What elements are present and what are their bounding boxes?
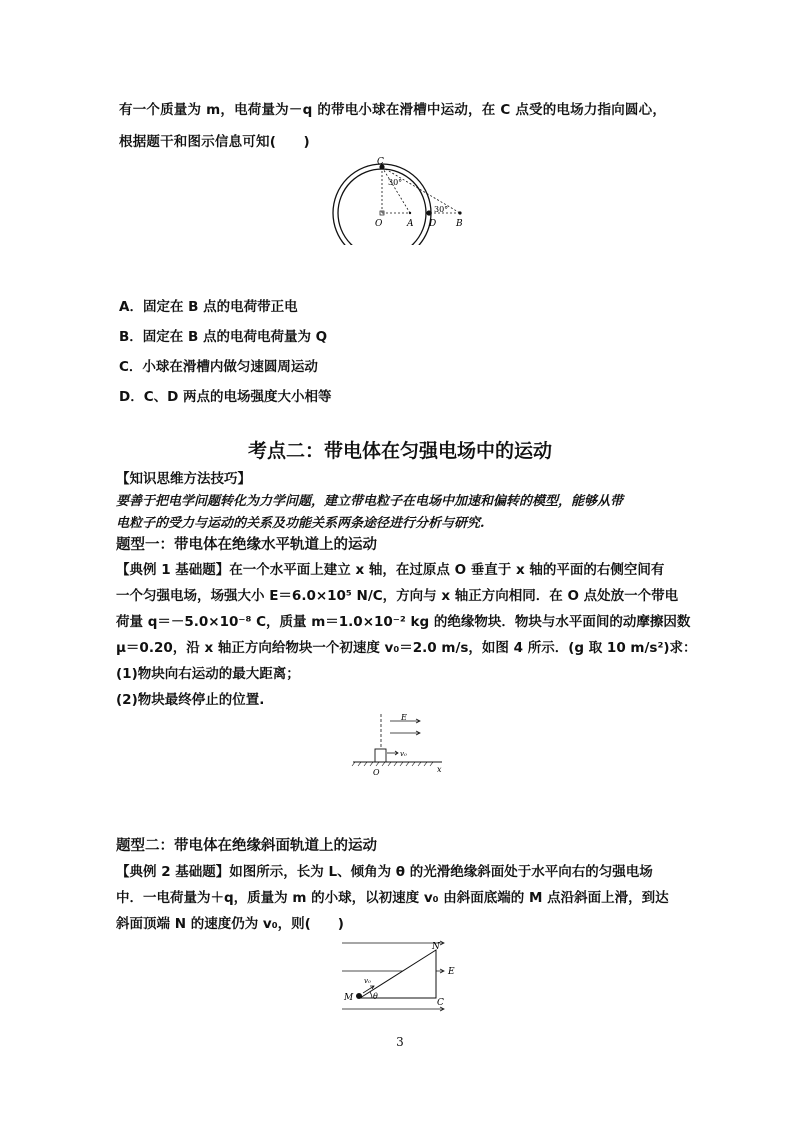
label-v0-3: v₀ [364, 977, 371, 985]
label-v0: v₀ [400, 750, 407, 758]
label-c3: C [437, 998, 444, 1008]
method-line-2: 电粒子的受力与运动的关系及功能关系两条途径进行分析与研究. [116, 516, 485, 531]
label-c: C [377, 157, 384, 167]
label-e: E [401, 713, 407, 722]
question-intro-line-2: 根据题干和图示信息可知( ) [119, 134, 310, 150]
method-line-1: 要善于把电学问题转化为力学问题，建立带电粒子在电场中加速和偏转的模型，能够从带 [116, 494, 624, 509]
question-intro-line-1: 有一个质量为 m，电荷量为－q 的带电小球在滑槽中运动，在 C 点受的电场力指向圆心， [119, 102, 667, 118]
type1-line-3: 荷量 q＝－5.0×10⁻⁸ C，质量 m＝1.0×10⁻² kg 的绝缘物块．物块与水平面间的动摩擦因数 [116, 614, 691, 630]
label-o: O [375, 219, 383, 229]
type2-line-3: 斜面顶端 N 的速度仍为 v₀，则( ) [116, 916, 344, 932]
type1-line-4: μ＝0.20，沿 x 轴正方向给物块一个初速度 v₀＝2.0 m/s，如图 4 所示．(g 取 10 m/s²)求： [116, 640, 697, 656]
option-c: C．小球在滑槽内做匀速圆周运动 [119, 359, 318, 375]
label-angle-1: 30° [388, 178, 403, 187]
label-theta: θ [373, 992, 378, 1001]
type1-question-1: (1)物块向右运动的最大距离； [116, 666, 300, 682]
section-title: 考点二：带电体在匀强电场中的运动 [247, 440, 552, 462]
label-e3: E [448, 967, 455, 977]
label-angle-2: 30° [434, 205, 449, 214]
label-a: A [407, 219, 414, 229]
label-o2: O [373, 768, 380, 777]
type1-line-1: 【典例 1 基础题】在一个水平面上建立 x 轴，在过原点 O 垂直于 x 轴的平面的右侧空间有 [116, 562, 665, 578]
block-figure [350, 712, 450, 777]
method-heading: 【知识思维方法技巧】 [116, 471, 251, 487]
type1-heading: 题型一：带电体在绝缘水平轨道上的运动 [116, 537, 377, 553]
label-m: M [344, 993, 354, 1003]
type2-line-2: 中．一电荷量为＋q，质量为 m 的小球，以初速度 v₀ 由斜面底端的 M 点沿斜面上滑，到达 [116, 890, 669, 906]
label-d: D [429, 219, 437, 229]
label-n: N [432, 942, 440, 952]
circle-groove-figure [325, 155, 475, 245]
label-b: B [456, 219, 463, 229]
option-b: B．固定在 B 点的电荷电荷量为 Q [119, 329, 328, 345]
type1-question-2: (2)物块最终停止的位置. [116, 692, 265, 708]
page-number: 3 [396, 1035, 404, 1049]
type1-line-2: 一个匀强电场，场强大小 E＝6.0×10⁵ N/C，方向与 x 轴正方向相同．在 O 点处放一个带电 [116, 588, 679, 604]
option-d: D．C、D 两点的电场强度大小相等 [119, 389, 332, 405]
incline-figure [336, 938, 466, 1013]
option-a: A．固定在 B 点的电荷带正电 [119, 299, 298, 315]
label-x: x [437, 765, 442, 774]
type2-line-1: 【典例 2 基础题】如图所示，长为 L、倾角为 θ 的光滑绝缘斜面处于水平向右的匀强电场 [116, 864, 653, 880]
type2-heading: 题型二：带电体在绝缘斜面轨道上的运动 [116, 838, 377, 854]
